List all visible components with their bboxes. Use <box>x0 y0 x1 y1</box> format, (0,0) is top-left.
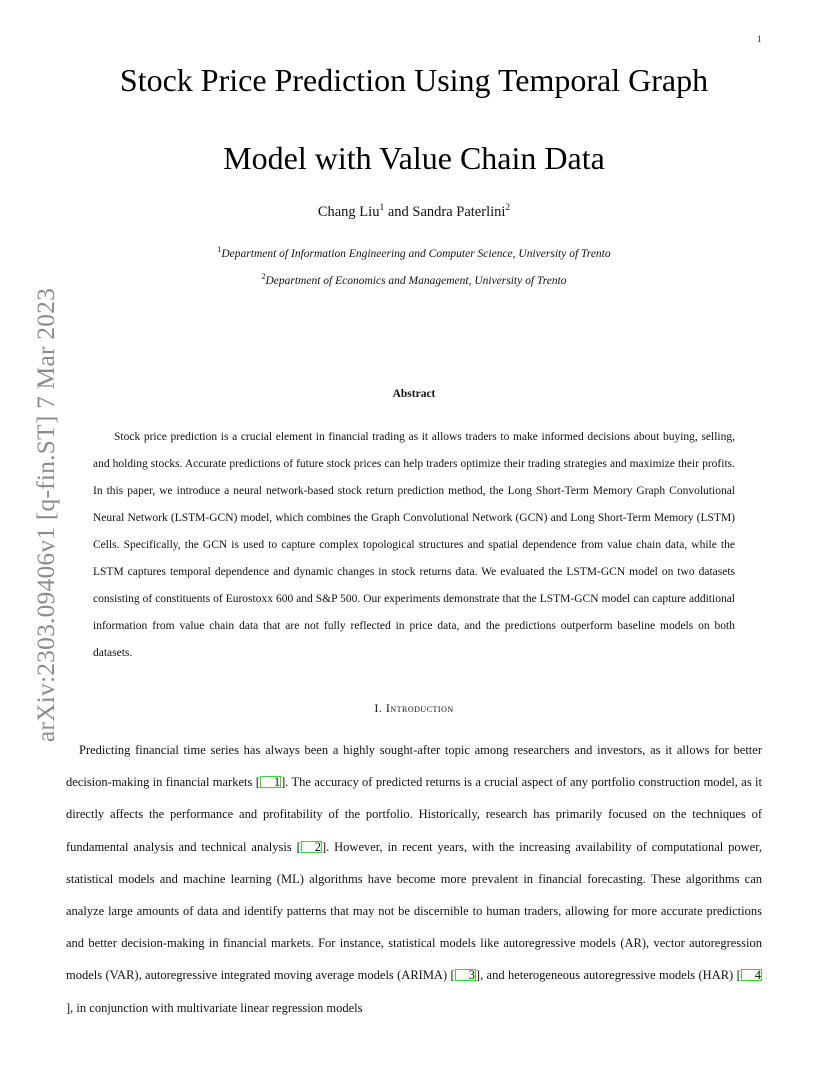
arxiv-identifier-stamp[interactable]: arXiv:2303.09406v1 [q-fin.ST] 7 Mar 2023 <box>31 287 60 743</box>
paper-title-line-1: Stock Price Prediction Using Temporal Graph <box>119 62 709 98</box>
affiliation-text: Department of Information Engineering and Computer Science, University of Trento <box>221 248 611 260</box>
citation-link[interactable]: 2 <box>301 841 322 853</box>
affiliation-1 <box>0 245 828 260</box>
paragraph-text: Predicting financial time series has always been a highly sought-after topic among researchers and investors, as it allows for better decision-making in financial markets <box>66 743 762 790</box>
author-name: Chang Liu <box>317 204 380 220</box>
abstract-heading: Abstract <box>392 388 436 400</box>
citation-link[interactable]: 3 <box>455 969 476 981</box>
affiliation-text: Department of Economics and Management, University of Trento <box>265 275 567 287</box>
page-number: 1 <box>757 34 762 44</box>
citation-link[interactable]: 4 <box>741 969 762 981</box>
paragraph-text: . The accuracy of predicted returns is a crucial aspect of any portfolio construction model, as it directly affects the performance and profitability of the portfolio. Historically, research has primarily focused on the techniques of fundamental analysis and technical analysis <box>66 775 762 854</box>
section-title: Introduction <box>385 701 454 715</box>
paragraph-text: . However, in recent years, with the increasing availability of computational power, statistical models and machine learning (ML) algorithms have become more prevalent in financial forecasting. These algorithms can analyze large amounts of data and identify patterns that may not be discernible to human traders, allowing for more accurate predictions and better decision-making in financial markets. For instance, statistical models like autoregressive models (AR), vector autoregression models (VAR), autoregressive integrated moving average models (ARIMA) <box>66 839 762 983</box>
affiliation-2 <box>0 272 828 287</box>
author-name: Sandra Paterlini <box>412 204 506 220</box>
paragraph-text: , in conjunction with multivariate linear regression models <box>70 1000 363 1015</box>
citation-link[interactable]: 1 <box>260 776 281 788</box>
abstract-text: Stock price prediction is a crucial element in financial trading as it allows traders to make informed decisions about buying, selling, and holding stocks. Accurate predictions of future stock prices can help traders optimize their trading strategies and maximize their profits. In this paper, we introduce a neural network-based stock return prediction method, the Long Short-Term Memory Graph Convolutional Neural Network (LSTM-GCN) model, which combines the Graph Convolutional Network (GCN) and Long Short-Term Memory (LSTM) Cells. Specifically, the GCN is used to capture complex topological structures and spatial dependence from value chain data, while the LSTM captures temporal dependence and dynamic changes in stock returns data. We evaluated the LSTM-GCN model on two datasets consisting of constituents of Eurostoxx 600 and S&P 500. Our experiments demonstrate that the LSTM-GCN model can capture additional information from value chain data that are not fully reflected in price data, and the predictions outperform baseline models on both datasets. <box>93 431 735 659</box>
section-heading-introduction <box>0 701 828 716</box>
paragraph-text: , and heterogeneous autoregressive models (HAR) <box>480 968 737 983</box>
author-list <box>0 204 828 221</box>
introduction-paragraph: Predicting financial time series has always been a highly sought-after topic among researchers and investors, as it allows for better decision-making in financial markets [ 1]. The accuracy of predicted returns is a crucial aspect of any portfolio construction model, as it directly affects the performance and profitability of the portfolio. Historically, research has primarily focused on the techniques of fundamental analysis and technical analysis [ 2]. However, in recent years, with the increasing availability of computational power, statistical models and machine learning (ML) algorithms have become more prevalent in financial forecasting. These algorithms can analyze large amounts of data and identify patterns that may not be discernible to human traders, allowing for more accurate predictions and better decision-making in financial markets. For instance, statistical models like autoregressive models (AR), vector autoregression models (VAR), autoregressive integrated moving average models (ARIMA) [ 3], and heterogeneous autoregressive models (HAR) [ 4], in conjunction with multivariate linear regression models <box>66 743 762 1015</box>
affiliation-marker: 2 <box>261 272 266 281</box>
paper-title-line-2: Model with Value Chain Data <box>223 140 605 176</box>
affiliation-marker: 2 <box>505 203 511 213</box>
author-conjunction: and <box>384 204 413 220</box>
affiliation-marker: 1 <box>379 203 385 213</box>
affiliation-marker: 1 <box>217 245 222 254</box>
section-numeral: I. <box>374 701 386 715</box>
